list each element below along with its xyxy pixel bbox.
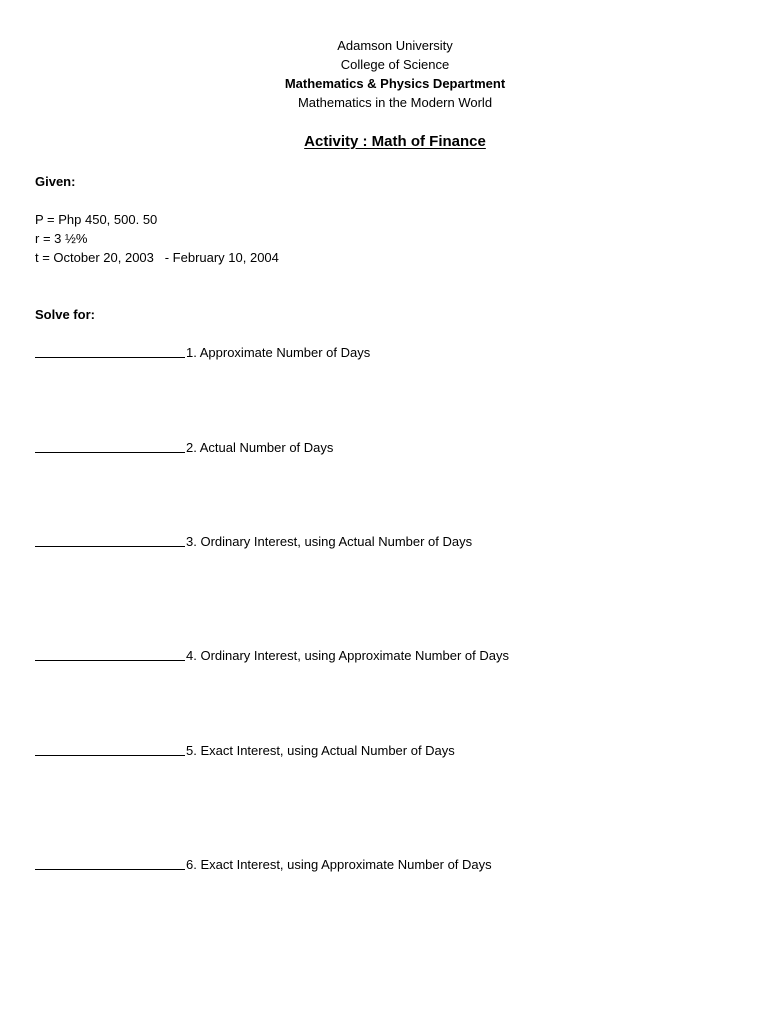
answer-blank-6[interactable] (35, 857, 185, 870)
answer-blank-2[interactable] (35, 440, 185, 453)
solve-item-3-label: 3. Ordinary Interest, using Actual Number of Days (186, 534, 473, 549)
activity-title-text: Activity : Math of Finance (304, 133, 486, 150)
solve-item-5-label: 5. Exact Interest, using Actual Number of Days (186, 743, 455, 758)
activity-title (0, 133, 768, 151)
solve-item-6 (35, 856, 492, 873)
answer-blank-4[interactable] (35, 648, 185, 661)
solve-item-2-label: 2. Actual Number of Days (186, 440, 334, 455)
solve-item-5 (35, 742, 455, 759)
department-name: Mathematics & Physics Department (284, 76, 506, 91)
solve-item-6-label: 6. Exact Interest, using Approximate Number of Days (186, 857, 492, 872)
answer-blank-5[interactable] (35, 743, 185, 756)
solve-item-4 (35, 647, 509, 664)
university-name: Adamson University (337, 38, 453, 53)
answer-blank-1[interactable] (35, 345, 185, 358)
solve-item-1 (35, 344, 370, 361)
given-principal: P = Php 450, 500. 50 (35, 212, 158, 227)
solve-heading: Solve for: (35, 307, 95, 322)
given-heading: Given: (35, 174, 76, 189)
solve-item-2 (35, 439, 333, 456)
course-name: Mathematics in the Modern World (297, 95, 493, 110)
college-name: College of Science (340, 57, 450, 72)
given-time: t = October 20, 2003 - February 10, 2004 (35, 250, 279, 265)
given-rate: r = 3 ½% (35, 231, 88, 246)
solve-item-1-label: 1. Approximate Number of Days (186, 345, 371, 360)
solve-item-4-label: 4. Ordinary Interest, using Approximate Number of Days (186, 648, 509, 663)
answer-blank-3[interactable] (35, 534, 185, 547)
solve-item-3 (35, 533, 472, 550)
